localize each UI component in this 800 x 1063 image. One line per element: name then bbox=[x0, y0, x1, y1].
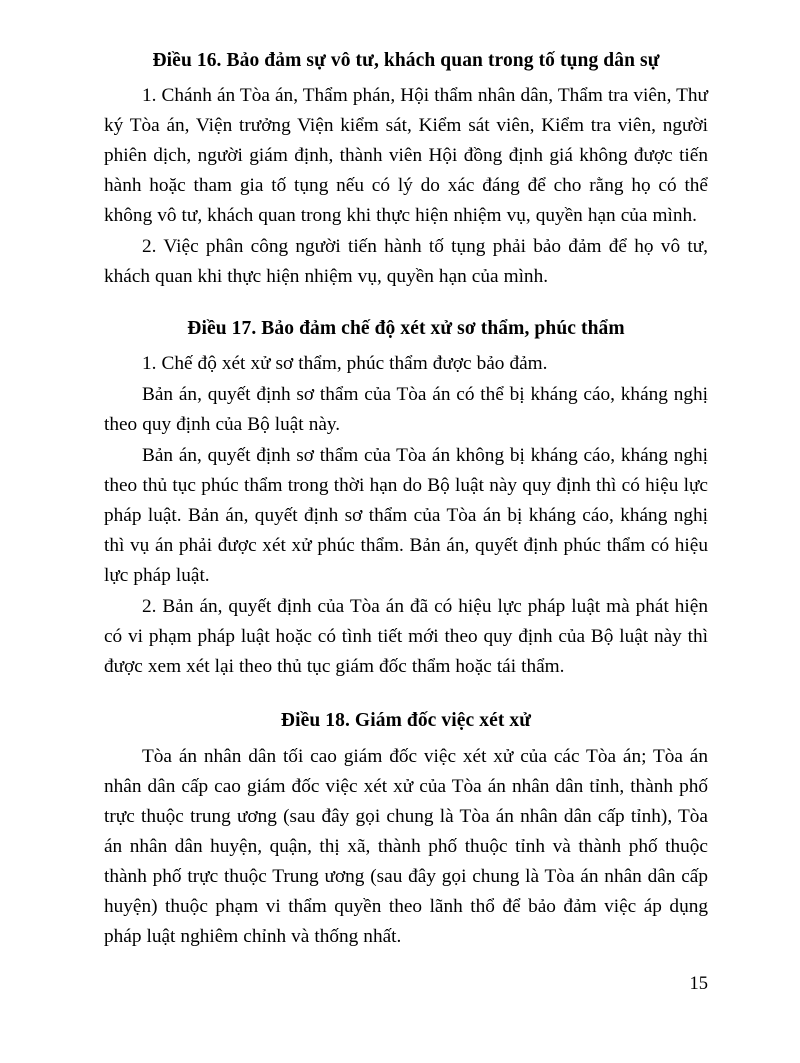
page-number: 15 bbox=[689, 973, 708, 994]
article-16-paragraph-1: 1. Chánh án Tòa án, Thẩm phán, Hội thẩm nhân dân, Thẩm tra viên, Thư ký Tòa án, Viện trưởng Viện kiểm sát, Kiểm sát viên, Kiểm tra viên, người phiên dịch, người giám định, thành viên Hội đồng định giá không được tiến hành hoặc tham gia tố tụng nếu có lý do xác đáng để cho rằng họ có thể không vô tư, khách quan trong khi thực hiện nhiệm vụ, quyền hạn của mình. bbox=[104, 85, 708, 227]
article-18-paragraph-1: Tòa án nhân dân tối cao giám đốc việc xét xử của các Tòa án; Tòa án nhân dân cấp cao giám đốc việc xét xử của Tòa án nhân dân tỉnh, thành phố trực thuộc trung ương (sau đây gọi chung là Tòa án nhân dân cấp tỉnh), Tòa án nhân dân huyện, quận, thị xã, thành phố thuộc tỉnh và thành phố thuộc thành phố trực thuộc Trung ương (sau đây gọi chung là Tòa án nhân dân cấp huyện) thuộc phạm vi thẩm quyền theo lãnh thổ để bảo đảm việc áp dụng pháp luật nghiêm chỉnh và thống nhất. bbox=[104, 745, 708, 947]
article-17-paragraph-2: Bản án, quyết định sơ thẩm của Tòa án có thể bị kháng cáo, kháng nghị theo quy định của Bộ luật này. bbox=[104, 384, 708, 436]
article-17-paragraph-1: 1. Chế độ xét xử sơ thẩm, phúc thẩm được bảo đảm. bbox=[142, 353, 548, 375]
article-heading-17: Điều 17. Bảo đảm chế độ xét xử sơ thẩm, phúc thẩm bbox=[187, 318, 625, 340]
article-17-paragraph-3: Bản án, quyết định sơ thẩm của Tòa án không bị kháng cáo, kháng nghị theo thủ tục phúc thẩm trong thời hạn do Bộ luật này quy định thì có hiệu lực pháp luật. Bản án, quyết định sơ thẩm của Tòa án bị kháng cáo, kháng nghị thì vụ án phải được xét xử phúc thẩm. Bản án, quyết định phúc thẩm có hiệu lực pháp luật. bbox=[104, 445, 708, 587]
article-16-paragraph-2: 2. Việc phân công người tiến hành tố tụng phải bảo đảm để họ vô tư, khách quan khi thực hiện nhiệm vụ, quyền hạn của mình. bbox=[104, 236, 708, 288]
article-17-paragraph-4: 2. Bản án, quyết định của Tòa án đã có hiệu lực pháp luật mà phát hiện có vi phạm pháp luật hoặc có tình tiết mới theo quy định của Bộ luật này thì được xem xét lại theo thủ tục giám đốc thẩm hoặc tái thẩm. bbox=[104, 596, 708, 678]
article-heading-18: Điều 18. Giám đốc việc xét xử bbox=[280, 710, 532, 732]
article-heading-16: Điều 16. Bảo đảm sự vô tư, khách quan trong tố tụng dân sự bbox=[152, 50, 660, 71]
